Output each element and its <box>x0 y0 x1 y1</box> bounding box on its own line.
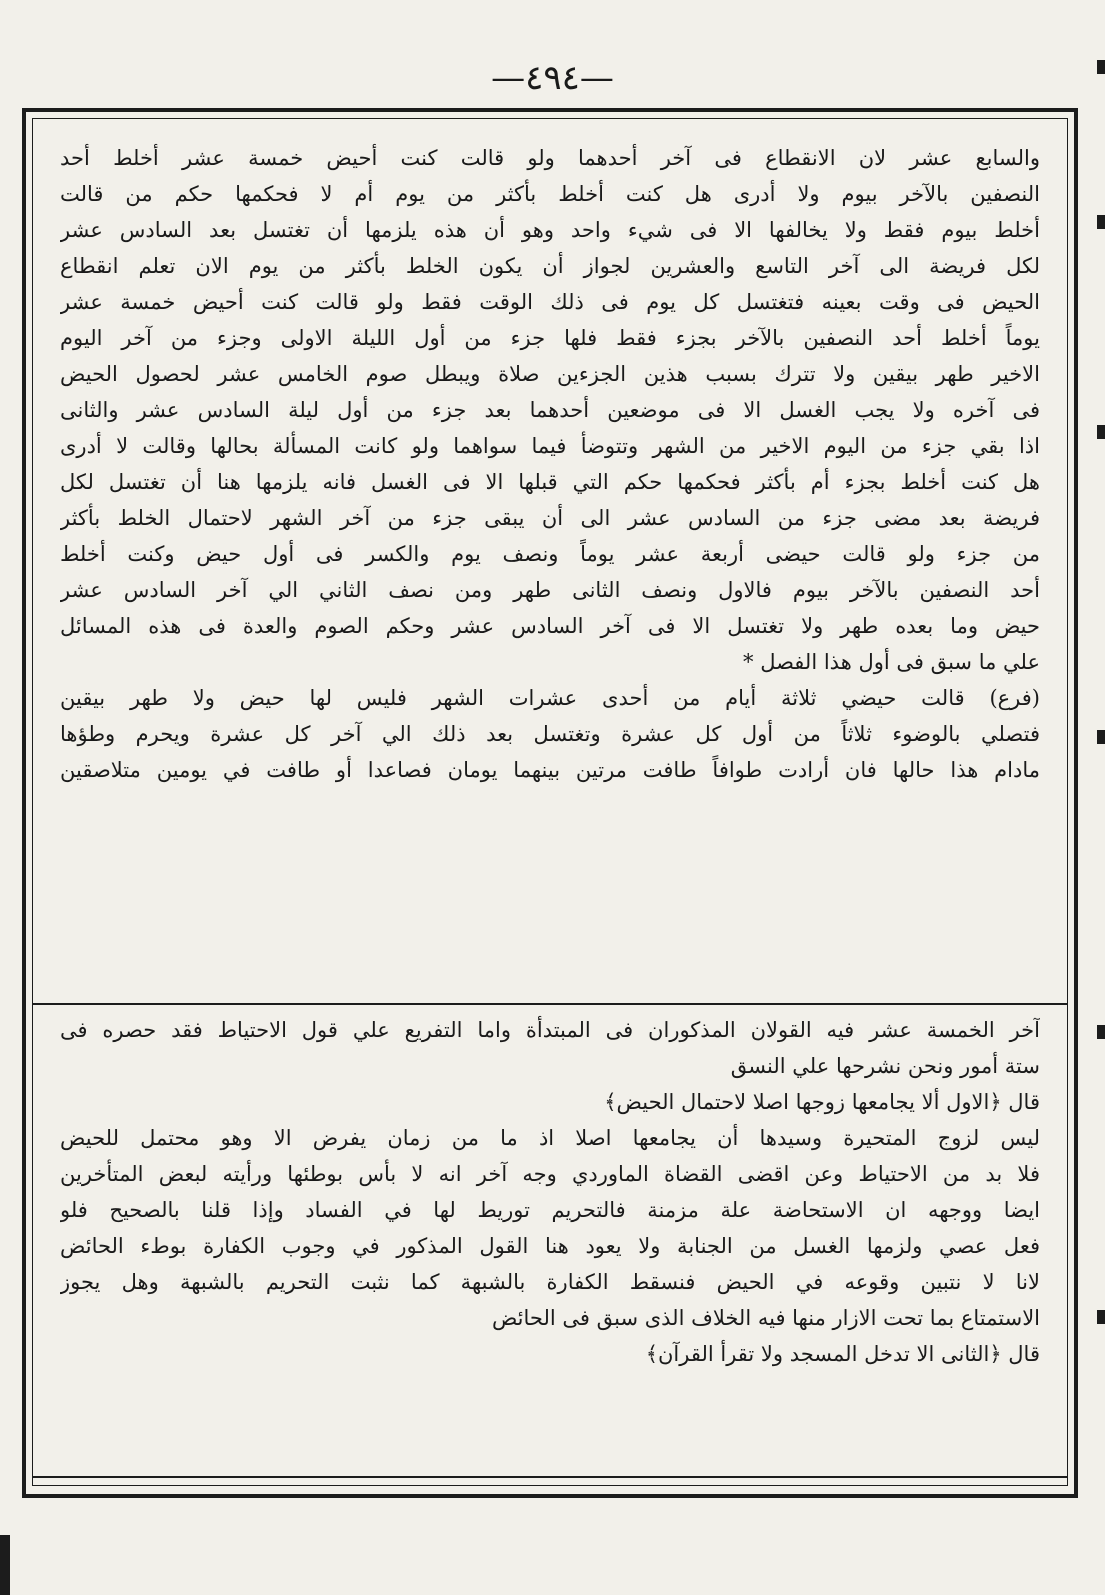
main-text-line: مادام هذا حالها فان أرادت طوافاً طافت مرتين بينهما يومان فصاعدا أو طافت في يومين متلاصقين <box>60 758 1040 782</box>
page-number: —٤٩٤— <box>491 58 614 98</box>
main-text-line: علي ما سبق فى أول هذا الفصل * <box>743 650 1040 674</box>
scan-edge-mark <box>1097 730 1105 744</box>
main-text-line: أحد النصفين بالآخر بيوم فالاول ونصف الثانى طهر ومن نصف الثاني الي آخر السادس عشر <box>60 578 1040 602</box>
main-text-line: يوماً أخلط أحد النصفين بالآخر بجزء فقط فلها جزء من أول الليلة الاولى وجزء من آخر اليوم <box>60 326 1040 350</box>
scan-edge-mark <box>1097 1310 1105 1324</box>
scan-edge-mark <box>1097 1025 1105 1039</box>
scan-edge-mark <box>1097 425 1105 439</box>
commentary-line: فعل عصي ولزمها الغسل من الجنابة ولا يعود هنا القول المذكور في وجوب الكفارة بوطء الحائض <box>60 1234 1040 1258</box>
commentary-line: لانا لا نتبين وقوعه في الحيض فنسقط الكفارة بالشبهة كما نثبت التحريم بالشبهة وهل يجوز <box>60 1270 1040 1294</box>
section-divider <box>32 1003 1068 1005</box>
commentary-line: ليس لزوج المتحيرة وسيدها أن يجامعها اصلا اذ ما من زمان يفرض الا وهو محتمل للحيض <box>60 1126 1040 1150</box>
commentary-text <box>60 1012 1040 1372</box>
main-text-line: اذا بقي جزء من اليوم الاخير من الشهر وتتوضأ فيما سواهما ولو كانت المسألة بحالها وقالت لا أدرى <box>60 434 1040 458</box>
main-text <box>60 140 1040 788</box>
commentary-line: ايضا ووجهه ان الاستحاضة علة مزمنة فالتحريم توريط لها في الفساد وإذا قلنا بالصحيح فلو <box>60 1198 1040 1222</box>
commentary-heading: قال ﴿الاول ألا يجامعها زوجها اصلا لاحتمال الحيض﴾ <box>604 1090 1040 1114</box>
main-text-line: والسابع عشر لان الانقطاع فى آخر أحدهما ولو قالت كنت أحيض خمسة عشر أخلط أحد <box>60 146 1040 170</box>
main-text-line: النصفين بالآخر بيوم ولا أدرى هل كنت أخلط بأكثر من يوم أم لا فحكمها حكم من قالت <box>60 182 1040 206</box>
main-text-line: الحيض فى وقت بعينه فتغتسل كل يوم فى ذلك الوقت فقط ولو قالت كنت أحيض خمسة عشر <box>60 290 1040 314</box>
main-text-line: فريضة بعد مضى جزء من السادس عشر الى أن يبقى جزء من آخر الشهر لاحتمال الخلط بأكثر <box>60 506 1040 530</box>
main-text-line: فى آخره ولا يجب الغسل الا فى موضعين أحدهما بعد جزء من أول ليلة السادس عشر والثانى <box>60 398 1040 422</box>
main-text-line: حيض وما بعده طهر ولا تغتسل الا فى آخر السادس عشر وحكم الصوم والعدة فى هذه المسائل <box>60 614 1040 638</box>
scan-edge-mark <box>1097 215 1105 229</box>
scan-edge-mark <box>1097 60 1105 74</box>
bottom-rule <box>32 1476 1068 1478</box>
commentary-line: ستة أمور ونحن نشرحها علي النسق <box>730 1054 1040 1078</box>
commentary-line: آخر الخمسة عشر فيه القولان المذكوران فى المبتدأة واما التفريع علي قول الاحتياط فقد حصره فى <box>60 1018 1040 1042</box>
main-text-line: هل كنت أخلط بجزء أم بأكثر فحكمها حكم التي قبلها الا فى الغسل فانه يلزمها هنا أن تغتسل لكل <box>60 470 1040 494</box>
main-text-line: لكل فريضة الى آخر التاسع والعشرين لجواز أن يكون الخلط بأكثر من يوم الان تعلم انقطاع <box>60 254 1040 278</box>
main-text-line: فتصلي بالوضوء ثلاثاً من أول كل عشرة وتغتسل بعد ذلك الي آخر كل عشرة ويحرم وطؤها <box>60 722 1040 746</box>
commentary-line: الاستمتاع بما تحت الازار منها فيه الخلاف الذى سبق فى الحائض <box>491 1306 1040 1330</box>
commentary-line: فلا بد من الاحتياط وعن اقضى القضاة الماوردي وجه آخر انه لا بأس بوطئها ورأيته لبعض المتأخرين <box>60 1162 1040 1186</box>
main-text-line: أخلط بيوم فقط ولا يخالفها الا فى شيء واحد وهو أن هذه يلزمها أن تغتسل بعد السادس عشر <box>60 218 1040 242</box>
main-text-line: (فرع) قالت حيضي ثلاثة أيام من أحدى عشرات الشهر فليس لها حيض ولا طهر بيقين <box>60 686 1040 710</box>
scan-edge-mark <box>0 1535 10 1595</box>
main-text-line: من جزء ولو قالت حيضى أربعة عشر يوماً ونصف يوم والكسر فى أول حيض وكنت أخلط <box>60 542 1040 566</box>
main-text-line: الاخير طهر بيقين ولا تترك بسبب هذين الجزءين صلاة ويبطل صوم الخامس عشر لحصول الحيض <box>60 362 1040 386</box>
commentary-heading: قال ﴿الثانى الا تدخل المسجد ولا تقرأ القرآن﴾ <box>645 1342 1040 1366</box>
